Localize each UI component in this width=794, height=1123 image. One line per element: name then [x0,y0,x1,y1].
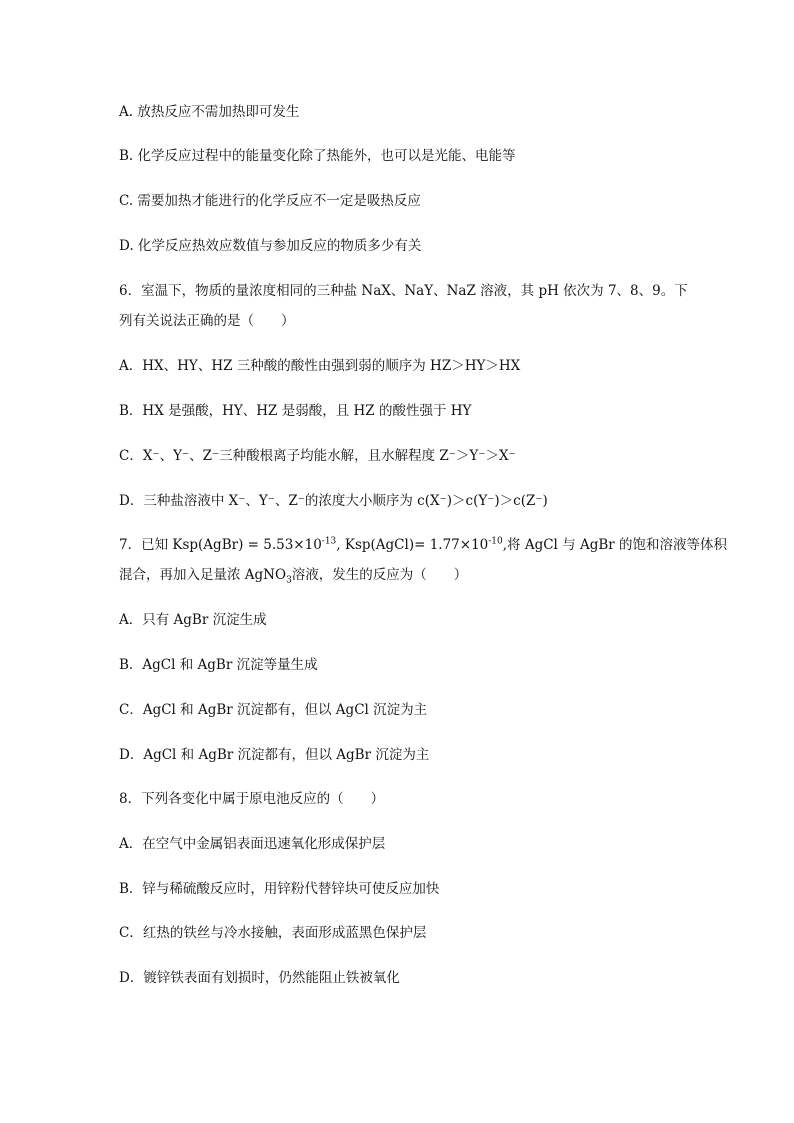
q7-option-c: C．AgCl 和 AgBr 沉淀都有，但以 AgCl 沉淀为主 [119,702,428,718]
q7-exponent-2: -10 [488,536,503,547]
q6-stem-line2: 列有关说法正确的是（ ） [119,313,295,329]
q7-subscript: 3 [286,575,292,586]
q7-stem-part-b: , Ksp(AgCl)= 1.77×10 [336,537,489,553]
q7-option-b: B．AgCl 和 AgBr 沉淀等量生成 [119,657,318,673]
q7-stem-line2 [119,565,467,585]
q8-stem: 8．下列各变化中属于原电池反应的（ ） [119,791,385,807]
q8-option-b: B．锌与稀硫酸反应时，用锌粉代替锌块可使反应加快 [119,881,440,897]
q8-option-c: C．红热的铁丝与冷水接触，表面形成蓝黑色保护层 [119,925,427,941]
q8-option-a: A．在空气中金属铝表面迅速氧化形成保护层 [119,836,386,852]
q5-option-d: D. 化学反应热效应数值与参加反应的物质多少有关 [119,238,422,254]
q7-option-d: D．AgCl 和 AgBr 沉淀都有，但以 AgBr 沉淀为主 [119,747,430,763]
q6-option-b: B．HX 是强酸，HY、HZ 是弱酸，且 HZ 的酸性强于 HY [119,403,472,419]
q7-stem-part-a: 7．已知 Ksp(AgBr) = 5.53×10 [119,537,322,553]
q5-option-b: B. 化学反应过程中的能量变化除了热能外，也可以是光能、电能等 [119,148,516,164]
q6-option-a: A．HX、HY、HZ 三种酸的酸性由强到弱的顺序为 HZ＞HY＞HX [119,358,521,374]
q6-option-c: C．X⁻、Y⁻、Z⁻三种酸根离子均能水解，且水解程度 Z⁻＞Y⁻＞X⁻ [119,448,516,464]
q6-stem-line1: 6．室温下，物质的量浓度相同的三种盐 NaX、NaY、NaZ 溶液，其 pH 依次为 7、8、9。下 [119,283,688,299]
q5-option-a: A. 放热反应不需加热即可发生 [119,104,300,120]
q7-line2-part-a: 混合，再加入足量浓 AgNO [119,567,287,583]
q7-exponent-1: -13 [321,536,337,547]
q6-option-d: D．三种盐溶液中 X⁻、Y⁻、Z⁻的浓度大小顺序为 c(X⁻)＞c(Y⁻)＞c(Z⁻) [119,493,548,509]
q8-option-d: D．镀锌铁表面有划损时，仍然能阻止铁被氧化 [119,970,400,986]
q7-option-a: A．只有 AgBr 沉淀生成 [119,612,267,628]
q7-stem-part-c: ,将 AgCl 与 AgBr 的饱和溶液等体积 [502,537,728,553]
q5-option-c: C. 需要加热才能进行的化学反应不一定是吸热反应 [119,193,421,209]
q7-stem-line1 [119,535,727,555]
q7-line2-part-b: 溶液，发生的反应为（ ） [291,567,468,583]
